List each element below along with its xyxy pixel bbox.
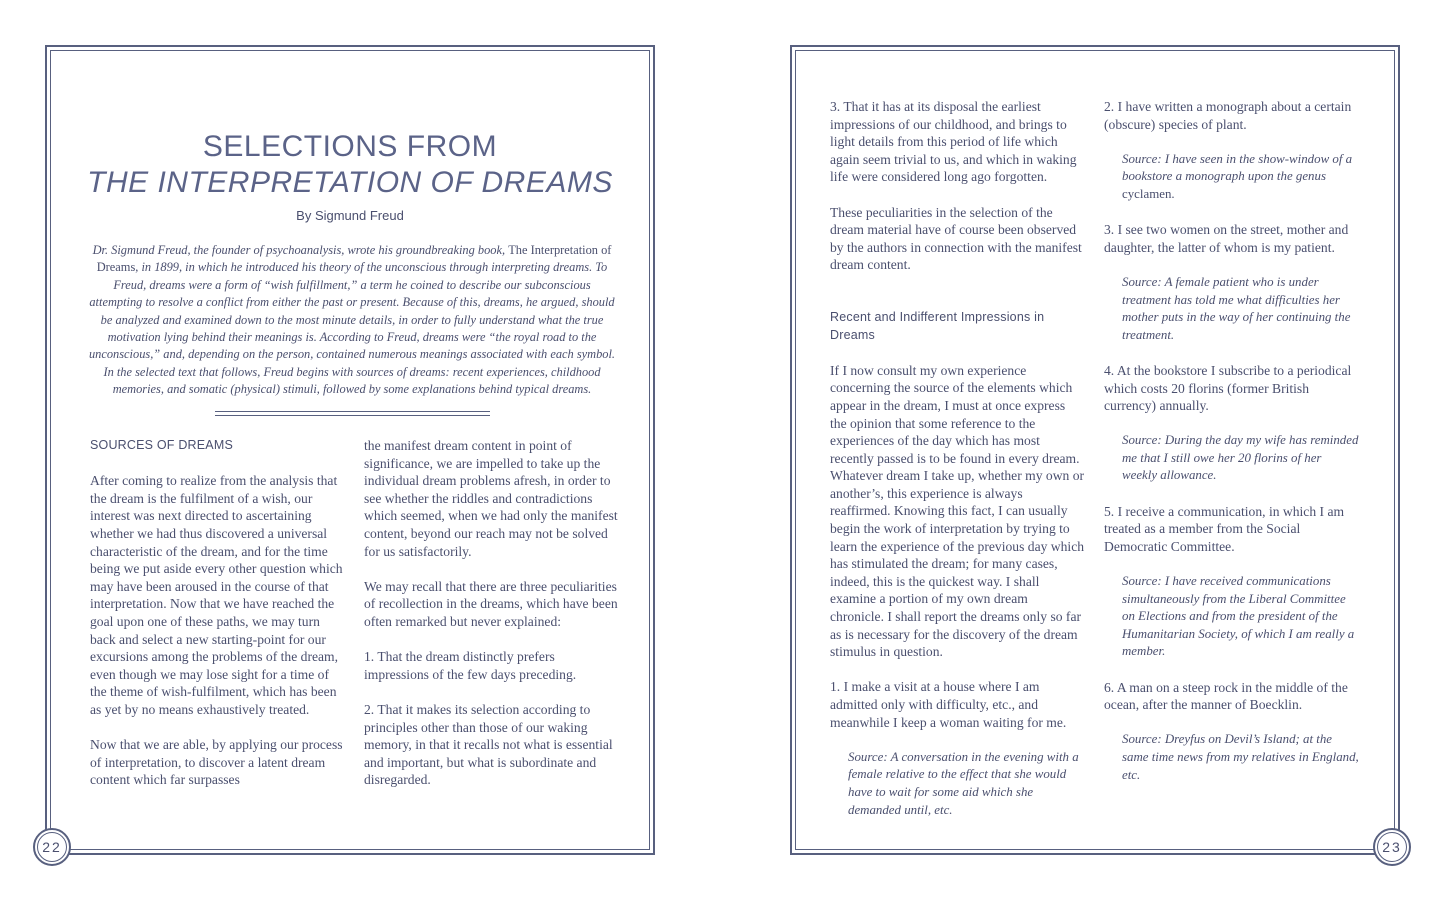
right-column-2 [1104,98,1359,802]
body-paragraph: 5. I receive a communication, in which I am treated as a member from the Social Democratic Committee. [1104,503,1345,554]
source-note: Source: I have received communications simultaneously from the Liberal Committee on Elections and from the president of the Humanitarian Society, of which I am really a member. [1122,574,1355,659]
source-note [1104,151,1359,204]
body-paragraph: After coming to realize from the analysis that the dream is the fulfilment of a wish, our interest was next directed to ascertaining whether we had thus discovered a universal characteristic of the dream, and for the time being we put aside every other question which may have been aroused in the course of that interpretation. Now that we have reached the goal upon one of these paths, we may turn back and select a new starting-point for our excursions among the problems of the dream, even though we may lose sight for a time of the theme of wish-fulfilment, which has been as yet by no means exhaustively treated. [90,473,343,717]
source-note: Source: Dreyfus on Devil’s Island; at the same time news from my relatives in England, etc. [1122,732,1359,782]
byline: By Sigmund Freud [296,208,404,223]
body-paragraph: If I now consult my own experience concerning the source of the elements which appear in the dream, I must at once express the opinion that some reference to the experiences of the day which has most recently passed is to be found in every dream. Whatever dream I take up, whether my own or another’s, this experience is always reaffirmed. Knowing this fact, I can usually begin the work of interpretation by trying to learn the experience of the previous day which has stimulated the dream; for many cases, indeed, this is the quickest way. I shall examine a portion of my own dream chronicle. I shall report the dreams only so far as is necessary for the discovery of the dream stimulus in question. [830,362,1085,660]
intro-paragraph [88,242,616,399]
source-note-text: Source: I have seen in the show-window of a bookstore a monograph upon the genus [1122,151,1353,184]
page-number-left [33,828,71,866]
body-paragraph: 2. That it makes its selection according to principles other than those of our waking memory, in that it recalls not what is essential and important, but what is subordinate and disregarded. [364,701,613,788]
intro-part1: Dr. Sigmund Freud, the founder of psychoanalysis, wrote his groundbreaking book, [92,243,509,257]
left-column-2 [364,437,622,806]
body-paragraph: 2. I have written a monograph about a certain (obscure) species of plant. [1104,99,1352,132]
page-title-line1: SELECTIONS FROM [202,130,498,163]
body-paragraph: Now that we are able, by applying our process of interpretation, to discover a latent dream content which far surpasses [90,737,343,788]
body-paragraph: 3. I see two women on the street, mother and daughter, the latter of whom is my patient. [1104,222,1349,255]
divider-rule [215,411,490,416]
body-paragraph: 3. That it has at its disposal the earliest impressions of our childhood, and brings to light details from this period of life which again seem trivial to us, and which in waking life were considered long ago forgotten. [830,99,1077,185]
page-title-line2: THE INTERPRETATION OF DREAMS [87,166,613,199]
body-paragraph: 6. A man on a steep rock in the middle of the ocean, after the manner of Boecklin. [1104,679,1348,713]
body-paragraph: 1. I make a visit at a house where I am admitted only with difficulty, etc., and meanwhile I keep a woman waiting for me. [830,679,1067,730]
source-note-genus: cyclamen. [1122,186,1175,201]
body-paragraph: 1. That the dream distinctly prefers impressions of the few days preceding. [364,649,577,682]
source-note: Source: A female patient who is under treatment has told me what difficulties her mother puts in the way of her continuing the treatment. [1122,274,1351,342]
intro-book-title: The Interpretation of Dreams, [96,243,612,275]
page-number-right-text: 23 [1382,839,1402,855]
left-column-1 [90,437,345,806]
body-paragraph: These peculiarities in the selection of the dream material have of course been observed by the authors in connection with the manifest dream content. [830,204,1082,273]
body-paragraph: the manifest dream content in point of significance, we are impelled to take up the individual dream problems afresh, in order to see whether the riddles and contradictions which seemed, when we had only the manifest content, beyond our reach may not be solved for us satisfactorily. [364,438,618,559]
subheading: Recent and Indifferent Impressions in Dreams [830,309,1045,342]
source-note: Source: During the day my wife has reminded me that I still owe her 20 florins of her weekly allowance. [1122,433,1359,483]
page-number-right [1373,828,1411,866]
section-heading: SOURCES OF DREAMS [90,438,233,452]
right-column-1 [830,98,1085,837]
page-number-left-text: 22 [42,839,62,855]
body-paragraph: We may recall that there are three peculiarities of recollection in the dreams, which have been often remarked but never explained: [364,578,618,629]
body-paragraph: 4. At the bookstore I subscribe to a periodical which costs 20 florins (former British currency) annually. [1104,362,1352,414]
intro-part2: in 1899, in which he introduced his theory of the unconscious through interpreting dreams. To Freud, dreams were a form of “wish fulfillment,” a term he coined to describe our subconscious attempting to resolve a conflict from either the past or present. Because of this, dreams, he argued, should be analyzed and examined down to the most minute details, in order to fully understand what the true motivation lying behind their meanings is. According to Freud, dreams were “the royal road to the unconscious,” and, depending on the person, contained numerous meanings associated with each symbol. In the selected text that follows, Freud begins with sources of dreams: recent experiences, childhood memories, and somatic (physical) stimuli, followed by some explanations behind typical dreams. [88,260,616,397]
source-note: Source: A conversation in the evening with a female relative to the effect that she would have to wait for some aid which she demanded until, etc. [848,749,1079,817]
